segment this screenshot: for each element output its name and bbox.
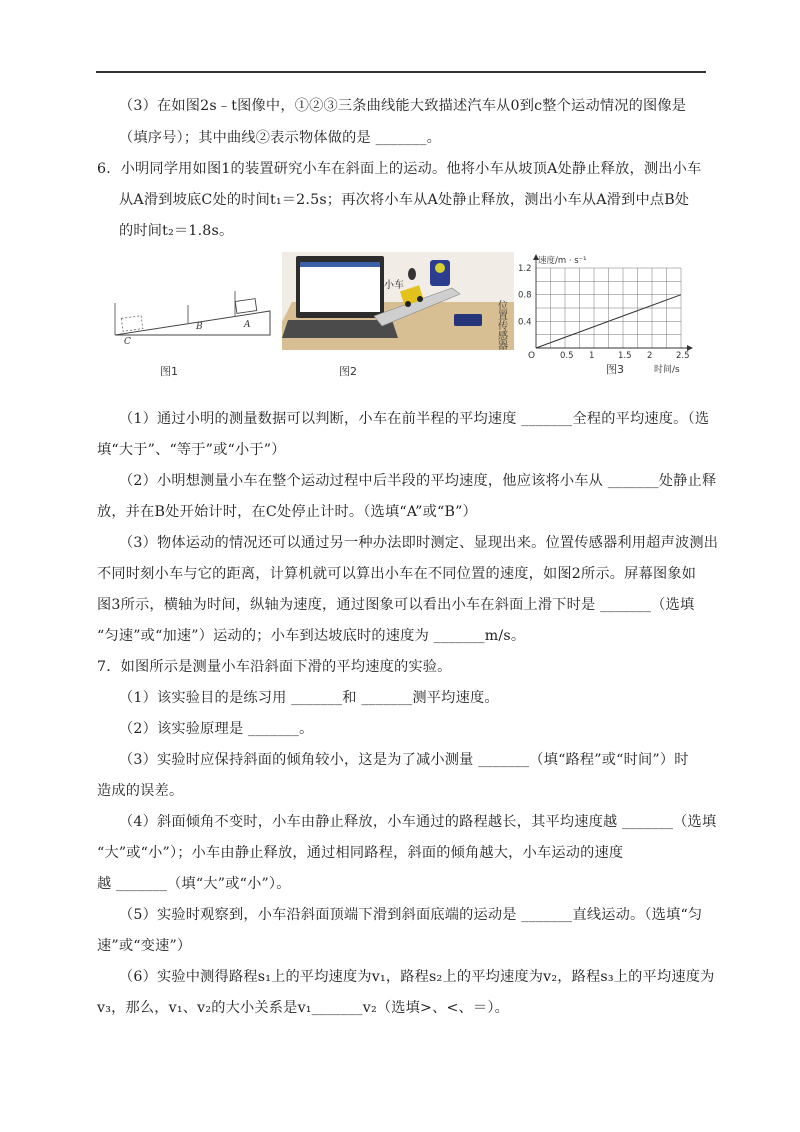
- figure-1-incline: [110, 283, 280, 345]
- fig1-label-c: C: [124, 337, 131, 345]
- q6-sub2-line2: 放，并在B处开始计时，在C处停止计时。（选填“A”或“B”）: [97, 504, 477, 520]
- q7-sub3-line2: 造成的误差。: [97, 783, 184, 799]
- x-tick-label: 0.5: [560, 351, 574, 361]
- chart-y-label: 速度/m · s⁻¹: [538, 256, 587, 266]
- chart-x-label: 时间/s: [654, 365, 680, 375]
- fig2-sensor-label: [497, 302, 509, 352]
- q7-sub6-line2: v₃，那么，v₁、v₂的大小关系是v₁_______v₂（选填>、<、＝）。: [97, 1000, 510, 1016]
- question-6-line-2: 从A滑到坡底C处的时间t₁＝2.5s；再次将小车从A处静止释放，测出小车从A滑到中点B处: [119, 192, 690, 208]
- y-tick-label: 0.4: [518, 317, 532, 328]
- sensor-char-5: 器: [498, 341, 508, 352]
- q6-sub1-line2: 填“大于”、“等于”或“小于”）: [97, 442, 286, 458]
- q6-sub1-line1: （1）通过小明的测量数据可以判断，小车在前半程的平均速度 _______全程的平均速度。（选: [119, 411, 710, 427]
- question-6-line-3: 的时间t₂＝1.8s。: [119, 223, 234, 239]
- y-tick-label: 1.2: [518, 264, 532, 274]
- q7-sub4-line2: “大”或“小”）；小车由静止释放，通过相同路程，斜面的倾角越大，小车运动的速度: [97, 845, 624, 861]
- x-tick-label: 2.5: [676, 351, 690, 361]
- q6-sub2-line1: （2）小明想测量小车在整个运动过程中后半段的平均速度，他应该将小车从 _______处静止释: [119, 473, 717, 489]
- q6-sub3-line4: “匀速”或“加速”）运动的；小车到达坡底时的速度为 _______m/s。: [97, 628, 526, 644]
- q7-sub4-line3: 越 _______（填“大”或“小”）。: [97, 876, 291, 892]
- x-tick-label: 1.5: [618, 351, 632, 361]
- q6-sub3-line1: （3）物体运动的情况还可以通过另一种办法即时测定、显现出来。位置传感器利用超声波测出: [119, 535, 719, 551]
- q6-sub3-line3: 图3所示，横轴为时间，纵轴为速度，通过图象可以看出小车在斜面上滑下时是 _______（选填: [97, 597, 695, 613]
- q6-sub3-line2: 不同时刻小车与它的距离，计算机就可以算出小车在不同位置的速度，如图2所示。屏幕图象如: [97, 566, 697, 582]
- text-line-1: （3）在如图2s﹣t图像中，①②③三条曲线能大致描述汽车从0到c整个运动情况的图像是: [119, 98, 687, 114]
- q7-sub1: （1）该实验目的是练习用 _______和 _______测平均速度。: [119, 690, 499, 706]
- q7-sub3-line1: （3）实验时应保持斜面的倾角较小，这是为了减小测量 _______（填“路程”或“时间”）时: [119, 752, 689, 768]
- q7-sub4-line1: （4）斜面倾角不变时，小车由静止释放，小车通过的路程越长，其平均速度越 _______（选填: [119, 814, 717, 830]
- figure-3-chart: [516, 254, 696, 378]
- question-7-line-1: 7．如图所示是测量小车沿斜面下滑的平均速度的实验。: [97, 659, 452, 675]
- figure-2-caption: 图2: [339, 365, 357, 378]
- chart-ticks: [518, 264, 690, 361]
- q7-sub5-line1: （5）实验时观察到，小车沿斜面顶端下滑到斜面底端的运动是 _______直线运动。（选填“匀: [119, 907, 703, 923]
- x-tick-label: 2: [647, 351, 653, 361]
- figure-2-photo: [282, 252, 514, 350]
- figure-1-caption: 图1: [160, 365, 178, 378]
- question-6-line-1: 6．小明同学用如图1的装置研究小车在斜面上的运动。他将小车从坡顶A处静止释放，测出小车: [97, 161, 702, 177]
- q7-sub2: （2）该实验原理是 _______。: [119, 721, 314, 737]
- x-tick-label: 1: [589, 351, 595, 361]
- chart-origin: O: [528, 351, 536, 361]
- fig1-label-b: B: [196, 322, 203, 332]
- header-rule: [96, 71, 706, 73]
- text-line-2: （填序号）；其中曲线②表示物体做的是 _______。: [119, 130, 442, 146]
- sensor-char-1: 位: [498, 301, 508, 312]
- fig2-car-label: 小车: [384, 280, 404, 291]
- y-tick-label: 0.8: [518, 290, 532, 301]
- figure-3-caption: 图3: [606, 363, 624, 376]
- sensor-char-2: 置: [498, 311, 508, 322]
- fig1-label-a: A: [244, 320, 251, 330]
- sensor-char-4: 感: [498, 331, 508, 342]
- q7-sub6-line1: （6）实验中测得路程s₁上的平均速度为v₁，路程s₂上的平均速度为v₂，路程s₃上的平均速度为: [119, 969, 715, 985]
- chart-grid: [536, 268, 681, 348]
- sensor-char-3: 传: [498, 321, 508, 332]
- q7-sub5-line2: 速”或“变速”）: [97, 938, 192, 954]
